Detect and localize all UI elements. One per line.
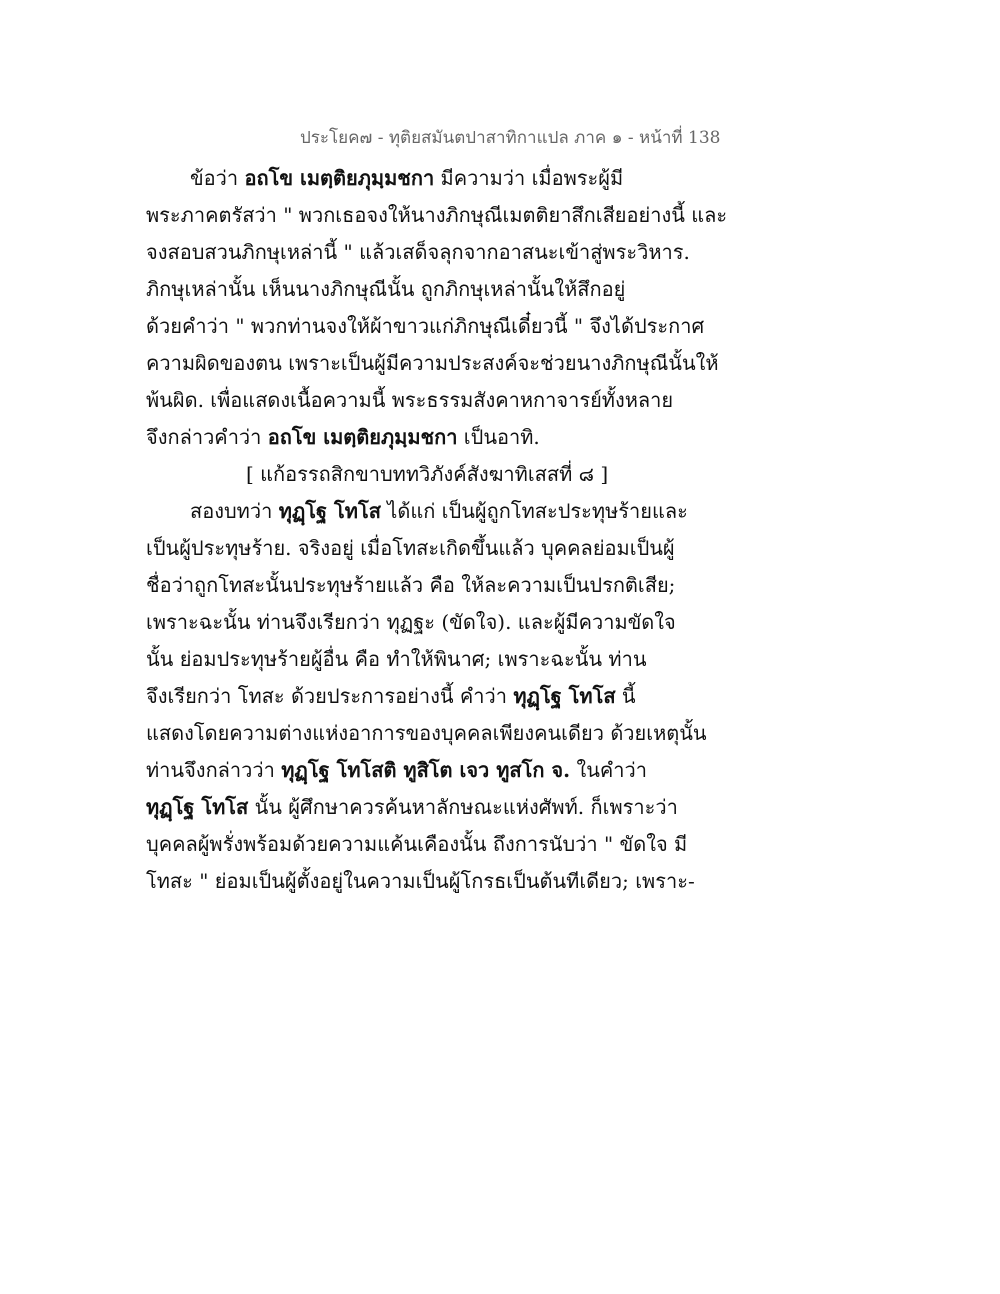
text-span: เป็นอาทิ. — [457, 425, 540, 449]
pali-term: อถโข เมตฺติยภุมฺมชกา — [244, 166, 435, 190]
running-header: ประโยค๗ - ทุติยสมันตปาสาทิกาแปล ภาค ๑ - หน้าที่ 138 — [300, 128, 721, 148]
paragraph-2-line-11: โทสะ " ย่อมเป็นผู้ตั้งอยู่ในความเป็นผู้โกรธเป็นต้นทีเดียว; เพราะ- — [146, 869, 695, 893]
paragraph-2-line-4: เพราะฉะนั้น ท่านจึงเรียกว่า ทุฏฐะ (ขัดใจ). และผู้มีความขัดใจ — [146, 610, 676, 634]
text-span: ในคำว่า — [570, 758, 647, 782]
paragraph-2-line-5: นั้น ย่อมประทุษร้ายผู้อื่น คือ ทำให้พินาศ; เพราะฉะนั้น ท่าน — [146, 647, 647, 671]
paragraph-2-line-8 — [146, 752, 706, 789]
paragraph-2-line-9 — [146, 789, 706, 826]
paragraph-1-line-1 — [146, 160, 706, 197]
text-span: ท่านจึงกล่าวว่า — [146, 758, 282, 782]
pali-term: อถโข เมตฺติยภุมฺมชกา — [267, 425, 458, 449]
paragraph-2-line-6 — [146, 678, 706, 715]
paragraph-1-line-2: พระภาคตรัสว่า " พวกเธอจงให้นางภิกษุณีเมตติยาสึกเสียอย่างนี้ และ — [146, 203, 728, 227]
paragraph-1-line-7: พ้นผิด. เพื่อแสดงเนื้อความนี้ พระธรรมสังคาหกาจารย์ทั้งหลาย — [146, 388, 674, 412]
paragraph-1-line-8 — [146, 419, 706, 456]
text-span: มีความว่า เมื่อพระผู้มี — [434, 166, 624, 190]
paragraph-2-line-1 — [146, 493, 706, 530]
section-title: [ แก้อรรถสิกขาบททวิภังค์สังฆาทิเสสที่ ๘ ] — [246, 462, 609, 486]
text-span: นี้ — [615, 684, 636, 708]
paragraph-1-line-3: จงสอบสวนภิกษุเหล่านี้ " แล้วเสด็จลุกจากอาสนะเข้าสู่พระวิหาร. — [146, 240, 690, 264]
pali-term: ทุฏฺโฐ โทโส — [513, 684, 616, 708]
paragraph-1-line-6: ความผิดของตน เพราะเป็นผู้มีความประสงค์จะช่วยนางภิกษุณีนั้นให้ — [146, 351, 719, 375]
paragraph-2-line-3: ชื่อว่าถูกโทสะนั้นประทุษร้ายแล้ว คือ ให้ละความเป็นปรกติเสีย; — [146, 573, 676, 597]
paragraph-1-line-5: ด้วยคำว่า " พวกท่านจงให้ผ้าขาวแก่ภิกษุณีเดี๋ยวนี้ " จึงได้ประกาศ — [146, 314, 705, 338]
body-text — [146, 160, 728, 900]
text-span: จึงเรียกว่า โทสะ ด้วยประการอย่างนี้ คำว่า — [146, 684, 514, 708]
paragraph-2-line-2: เป็นผู้ประทุษร้าย. จริงอยู่ เมื่อโทสะเกิดขึ้นแล้ว บุคคลย่อมเป็นผู้ — [146, 536, 675, 560]
text-span: สองบทว่า — [190, 499, 279, 523]
text-span: จึงกล่าวคำว่า — [146, 425, 268, 449]
paragraph-1-line-4: ภิกษุเหล่านั้น เห็นนางภิกษุณีนั้น ถูกภิกษุเหล่านั้นให้สึกอยู่ — [146, 277, 626, 301]
pali-term: ทุฏฺโฐ โทโสติ ทูสิโต เจว ทูสโก จ. — [281, 758, 571, 782]
paragraph-2-line-7: แสดงโดยความต่างแห่งอาการของบุคคลเพียงคนเดียว ด้วยเหตุนั้น — [146, 721, 707, 745]
paragraph-2-line-10: บุคคลผู้พรั่งพร้อมด้วยความแค้นเคืองนั้น ถึงการนับว่า " ขัดใจ มี — [146, 832, 688, 856]
text-span: ได้แก่ เป็นผู้ถูกโทสะประทุษร้ายและ — [380, 499, 688, 523]
text-span: นั้น ผู้ศึกษาควรค้นหาลักษณะแห่งศัพท์. ก็เพราะว่า — [248, 795, 678, 819]
pali-term: ทุฏฺโฐ โทโส — [278, 499, 381, 523]
pali-term: ทุฏฺโฐ โทโส — [146, 795, 249, 819]
text-span: ข้อว่า — [190, 166, 245, 190]
